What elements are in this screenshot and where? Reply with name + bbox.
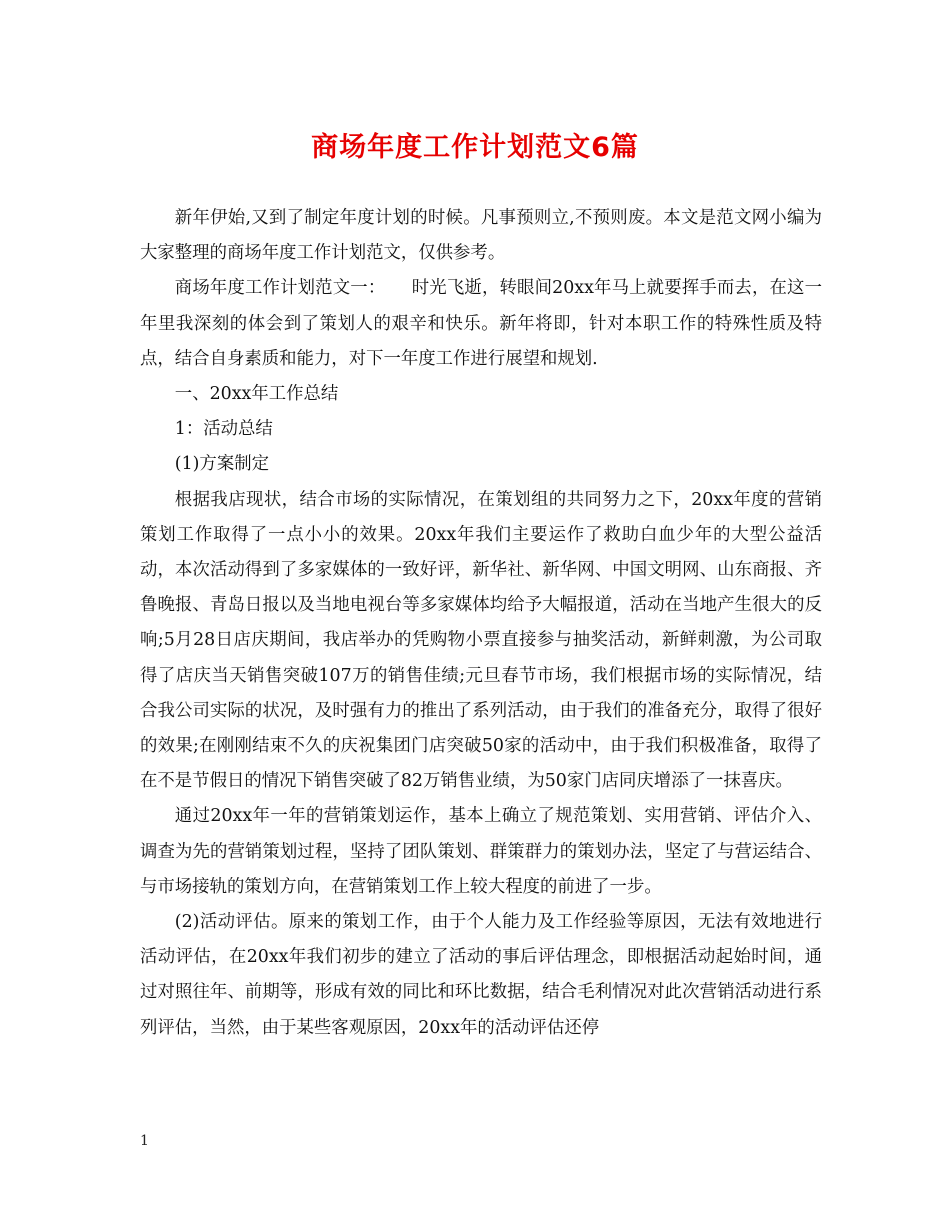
paragraph-planning-process: 通过20xx年一年的营销策划运作，基本上确立了规范策划、实用营销、评估介入、调查为先的营销策划过程，坚持了团队策划、群策群力的策划办法，坚定了与营运结合、与市场接轨的策划方向，在营销策划工作上较大程度的前进了一步。 [140, 806, 822, 897]
paragraph-plan-details: 根据我店现状，结合市场的实际情况，在策划组的共同努力之下，20xx年度的营销策划工作取得了一点小小的效果。20xx年我们主要运作了救助白血少年的大型公益活动，本次活动得到了多家媒体的一致好评，新华社、新华网、中国文明网、山东商报、齐鲁晚报、青岛日报以及当地电视台等多家媒体均给予大幅报道，活动在当地产生很大的反响;5月28日店庆期间，我店举办的凭购物小票直接参与抽奖活动，新鲜刺激，为公司取得了店庆当天销售突破107万的销售佳绩;元旦春节市场，我们根据市场的实际情况，结合我公司实际的状况，及时强有力的推出了系列活动，由于我们的准备充分，取得了很好的效果;在刚刚结束不久的庆祝集团门店突破50家的活动中，由于我们积极准备，取得了在不是节假日的情况下销售突破了82万销售业绩，为50家门店同庆增添了一抹喜庆。 [140, 489, 822, 792]
heading-activity-summary: 1：活动总结 [174, 419, 273, 440]
paragraph-activity-evaluation: (2)活动评估。原来的策划工作，由于个人能力及工作经验等原因，无法有效地进行活动评估，在20xx年我们初步的建立了活动的事后评估理念，即根据活动起始时间，通过对照往年、前期等，形成有效的同比和环比数据，结合毛利情况对此次营销活动进行系列评估，当然，由于某些客观原因，20xx年的活动评估还停 [140, 912, 822, 1038]
heading-work-summary: 一、20xx年工作总结 [174, 384, 339, 405]
heading-plan-making: (1)方案制定 [174, 454, 269, 475]
page-number: 1 [140, 1133, 149, 1149]
document-body [140, 201, 822, 1046]
paragraph-intro: 新年伊始,又到了制定年度计划的时候。凡事预则立,不预则废。本文是范文网小编为大家整理的商场年度工作计划范文，仅供参考。 [140, 208, 822, 264]
paragraph-sample-one-intro: 商场年度工作计划范文一： 时光飞逝，转眼间20xx年马上就要挥手而去，在这一年里我深刻的体会到了策划人的艰辛和快乐。新年将即，针对本职工作的特殊性质及特点，结合自身素质和能力，对下一年度工作进行展望和规划. [140, 278, 822, 369]
document-title: 商场年度工作计划范文6篇 [311, 132, 639, 163]
